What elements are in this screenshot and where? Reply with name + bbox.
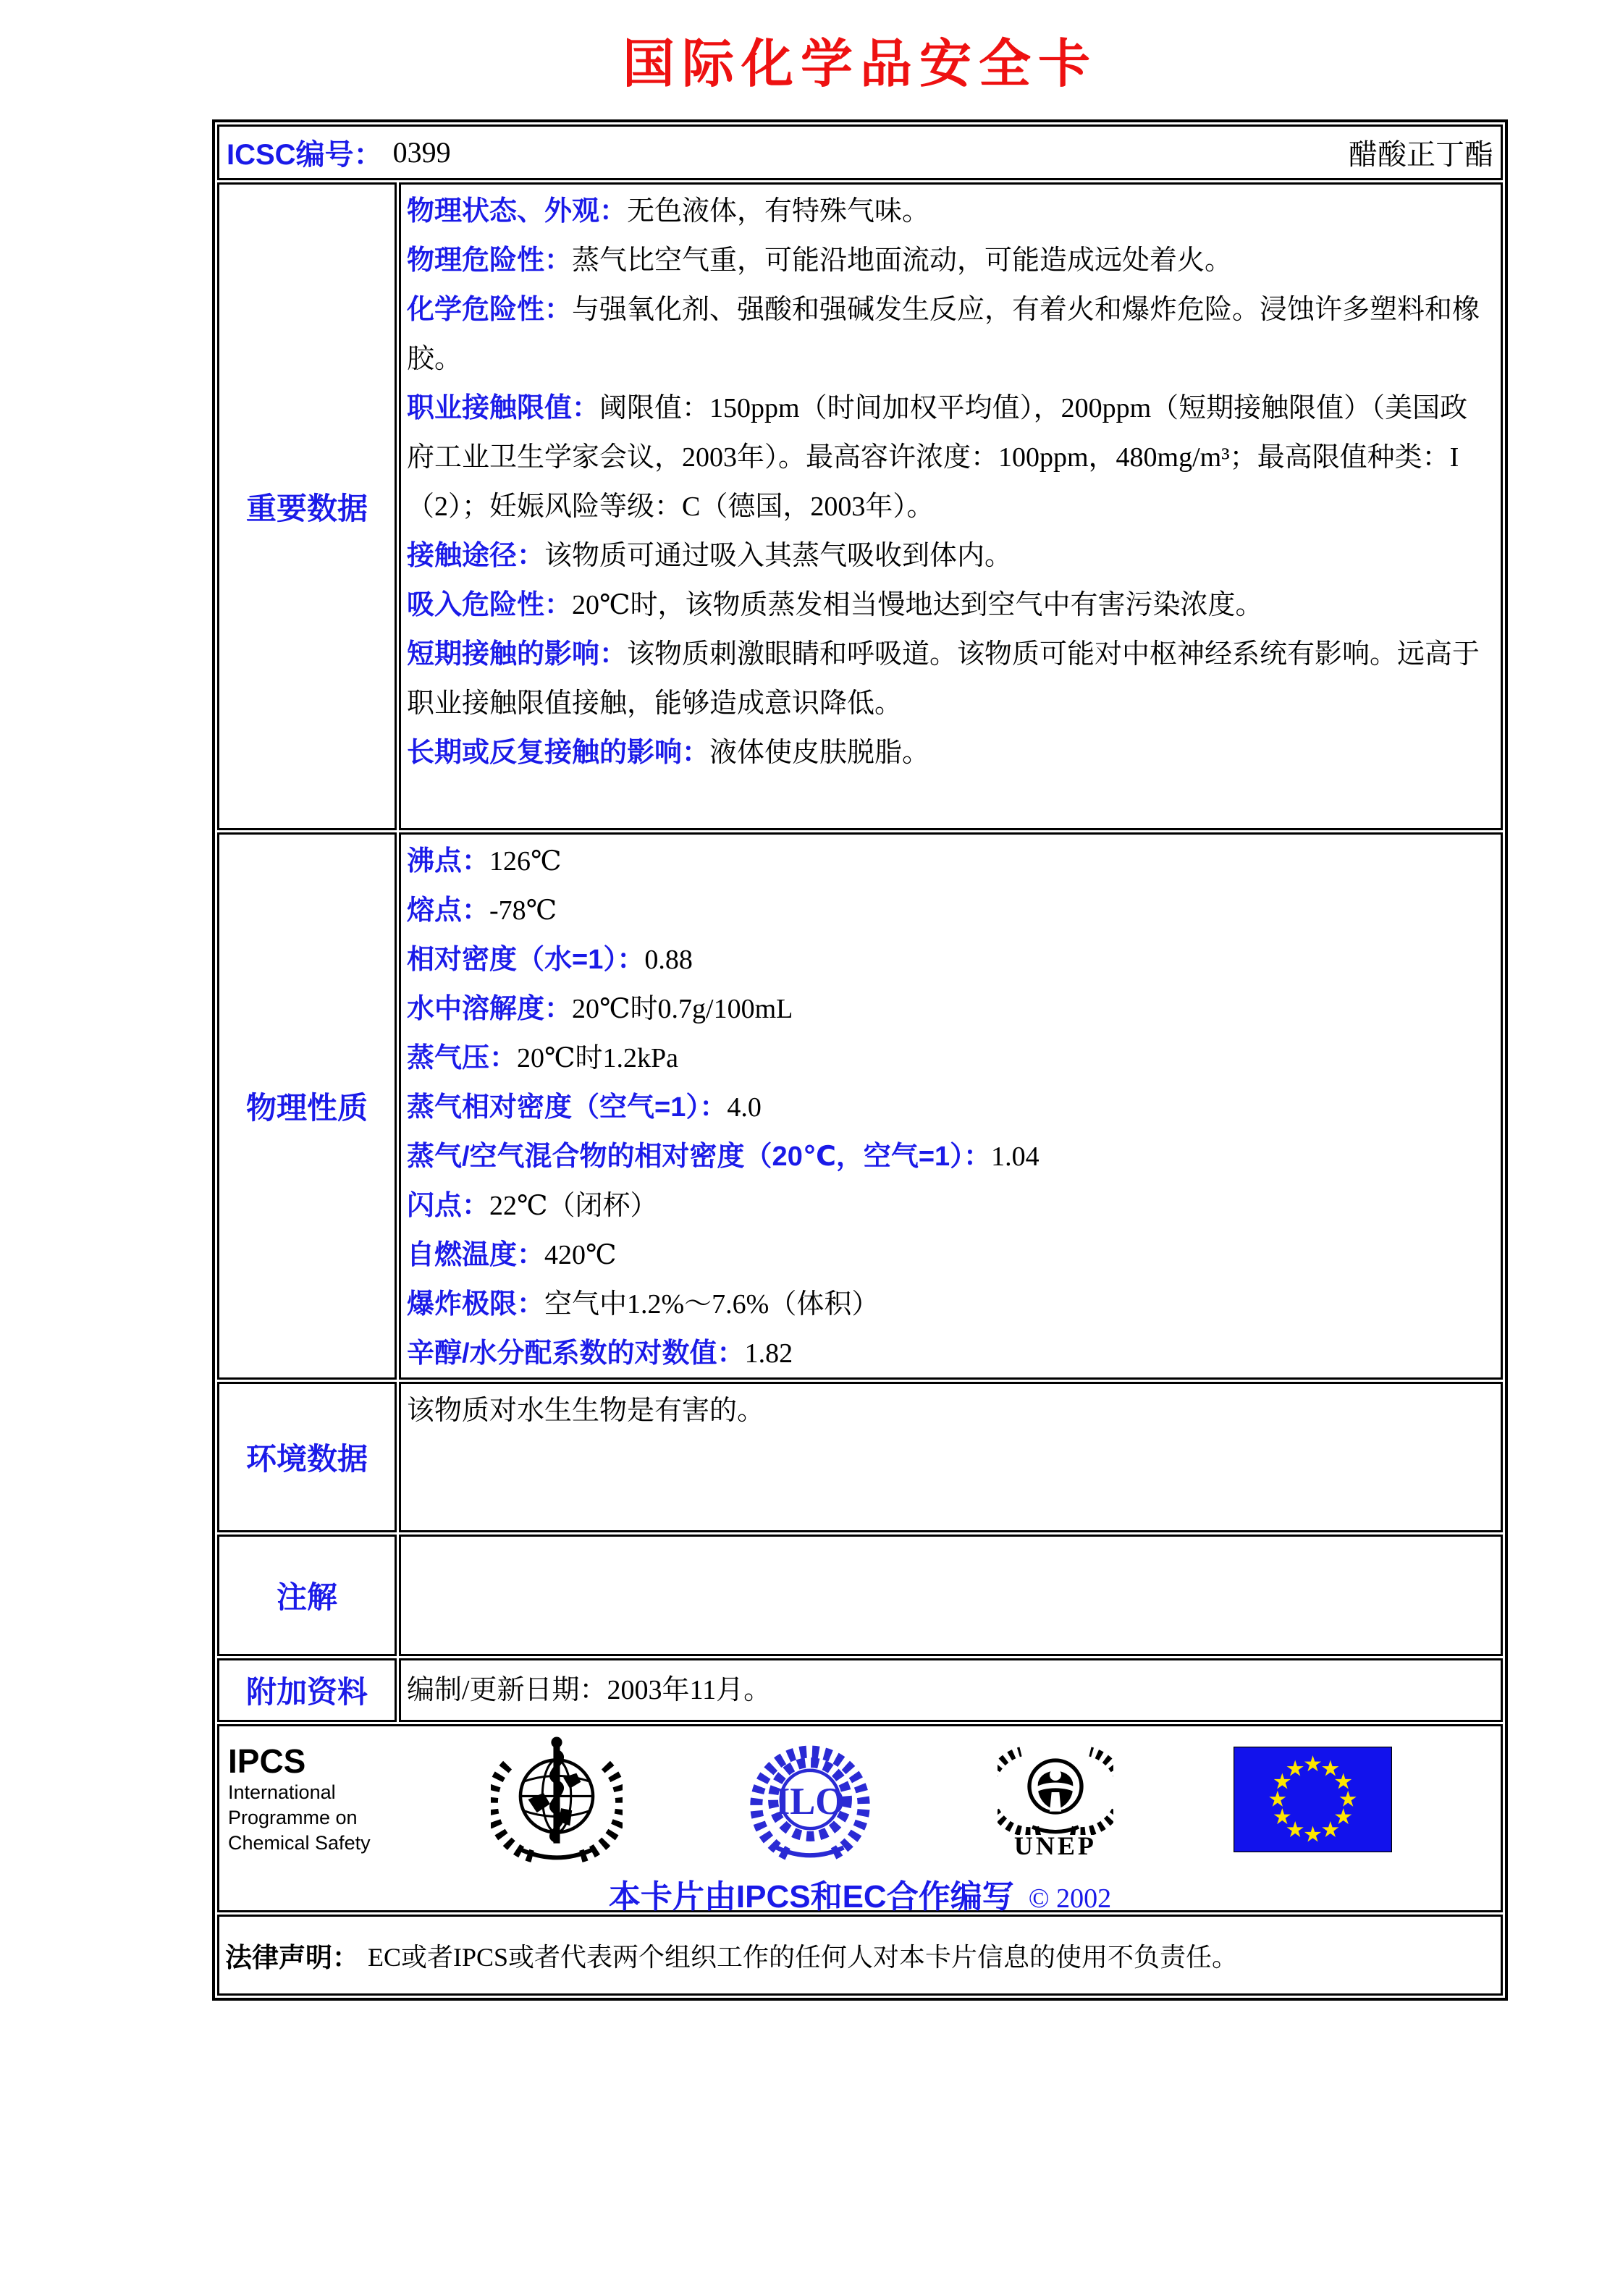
field-label: 闪点： <box>407 1191 490 1221</box>
field-label: 自燃温度： <box>407 1240 545 1270</box>
field-physical-danger <box>407 236 1495 285</box>
field-label: 长期或反复接触的影响： <box>407 738 710 768</box>
field-long-term-effects <box>407 728 1495 777</box>
page-title: 国际化学品安全卡 <box>622 35 1097 93</box>
field-exposure-routes <box>407 531 1495 581</box>
field-label: 物理危险性： <box>407 245 573 276</box>
field-label: 吸入危险性： <box>407 590 573 620</box>
field-value: 20℃时1.2kPa <box>517 1043 679 1073</box>
additional-info-text <box>407 1666 771 1715</box>
copyright-year: © 2002 <box>1028 1883 1112 1914</box>
logos-strip <box>219 1731 1501 1865</box>
field-value: 420℃ <box>544 1240 617 1270</box>
field-autoignition-temperature <box>407 1231 1495 1280</box>
section-label-important-data: 重要数据 <box>217 182 397 830</box>
field-value: 该物质刺激眼睛和呼吸道。该物质可能对中枢神经系统有影响。远高于职业接触限值接触，能够造成意识降低。 <box>407 639 1480 719</box>
environmental-data-content <box>399 1382 1503 1532</box>
field-value: -78℃ <box>489 895 557 926</box>
field-inhalation-risk <box>407 581 1495 630</box>
chemical-name: 醋酸正丁酯 <box>1349 138 1493 171</box>
copyright-text: 本卡片由IPCS和EC合作编写 <box>608 1879 1014 1915</box>
legal-notice-label: 法律声明： <box>225 1943 359 1972</box>
field-label: 短期接触的影响： <box>407 639 628 670</box>
ipcs-line-1: International <box>228 1781 336 1803</box>
physical-properties-content <box>399 832 1503 1380</box>
field-value: 0.88 <box>644 945 693 975</box>
notes-row <box>217 1535 1503 1656</box>
field-chemical-danger <box>407 285 1495 384</box>
field-relative-density <box>407 935 1495 984</box>
eu-flag <box>1234 1747 1392 1852</box>
field-value: 该物质对水生生物是有害的。 <box>407 1396 765 1426</box>
field-value: 126℃ <box>489 846 562 877</box>
field-label: 化学危险性： <box>407 295 573 325</box>
unep-logo-group <box>998 1738 1113 1861</box>
field-value: 4.0 <box>727 1092 762 1123</box>
field-label: 蒸气相对密度（空气=1）： <box>407 1092 728 1123</box>
field-label: 蒸气/空气混合物的相对密度（20℃，空气=1）： <box>407 1141 992 1172</box>
field-vapor-pressure <box>407 1034 1495 1083</box>
field-explosive-limits <box>407 1280 1495 1329</box>
field-label: 熔点： <box>407 895 490 926</box>
unep-logo <box>998 1738 1113 1835</box>
field-value: 该物质可通过吸入其蒸气吸收到体内。 <box>544 541 1013 571</box>
field-value: 与强氧化剂、强酸和强碱发生反应，有着火和爆炸危险。浸蚀许多塑料和橡胶。 <box>407 295 1480 374</box>
field-value: 阈限值：150ppm（时间加权平均值），200ppm（短期接触限值）（美国政府工业卫生学家会议，2003年）。最高容许浓度：100ppm，480mg/m³；最高限值种类：I（2）；妊娠风险等级：C（德国，2003年）。 <box>407 393 1468 522</box>
field-label: 接触途径： <box>407 541 545 571</box>
environmental-data-row <box>217 1382 1503 1532</box>
important-data-row <box>217 182 1503 830</box>
field-occupational-limits <box>407 384 1495 531</box>
field-label: 爆炸极限： <box>407 1289 545 1320</box>
field-value: 22℃（闭杯） <box>489 1191 658 1221</box>
environmental-data-text <box>407 1386 1495 1435</box>
icsc-card <box>212 119 1508 2001</box>
field-value: 1.82 <box>744 1338 793 1369</box>
field-value: 无色液体，有特殊气味。 <box>627 196 930 227</box>
field-value: 20℃时，该物质蒸发相当慢地达到空气中有害污染浓度。 <box>572 590 1263 620</box>
icsc-number: 0399 <box>392 136 451 169</box>
field-value: 蒸气比空气重，可能沿地面流动，可能造成远处着火。 <box>572 245 1233 276</box>
section-label-additional-info: 附加资料 <box>217 1658 397 1722</box>
field-label: 职业接触限值： <box>407 393 600 423</box>
unep-label: UNEP <box>1013 1831 1097 1860</box>
legal-row <box>217 1915 1503 1996</box>
section-label-notes: 注解 <box>217 1535 397 1656</box>
field-physical-state <box>407 187 1495 236</box>
section-label-physical-properties: 物理性质 <box>217 832 397 1380</box>
legal-content <box>217 1915 1503 1996</box>
field-water-solubility <box>407 984 1495 1034</box>
ipcs-line-3: Chemical Safety <box>228 1832 371 1854</box>
ilo-letters: ILO <box>775 1780 845 1823</box>
ilo-logo <box>743 1738 877 1861</box>
field-label: 物理状态、外观： <box>407 196 628 227</box>
physical-properties-row <box>217 832 1503 1380</box>
field-vapor-air-density <box>407 1132 1495 1181</box>
field-melting-point <box>407 886 1495 935</box>
additional-info-content <box>399 1658 1503 1722</box>
field-value: 1.04 <box>991 1141 1040 1172</box>
additional-info-row <box>217 1658 1503 1722</box>
field-value: 20℃时0.7g/100mL <box>572 994 793 1024</box>
ipcs-acronym: IPCS <box>228 1742 306 1780</box>
field-label: 水中溶解度： <box>407 994 573 1024</box>
ipcs-wordmark <box>228 1742 371 1856</box>
header-row <box>217 124 1503 180</box>
field-value: 液体使皮肤脱脂。 <box>709 738 930 768</box>
ipcs-line-2: Programme on <box>228 1807 358 1828</box>
field-value: 编制/更新日期：2003年11月。 <box>407 1675 772 1705</box>
logos-cell <box>217 1724 1503 1915</box>
icsc-number-label: ICSC编号： <box>227 139 383 171</box>
logos-row <box>217 1724 1503 1915</box>
field-short-term-effects <box>407 630 1495 728</box>
field-flash-point <box>407 1181 1495 1231</box>
who-logo <box>491 1734 623 1865</box>
important-data-content <box>399 182 1503 830</box>
field-label: 相对密度（水=1）： <box>407 945 645 975</box>
notes-content <box>399 1535 1503 1656</box>
field-label: 蒸气压： <box>407 1043 518 1073</box>
field-label: 沸点： <box>407 846 490 877</box>
header-cell <box>217 124 1503 180</box>
field-label: 辛醇/水分配系数的对数值： <box>407 1338 745 1369</box>
field-octanol-water-partition <box>407 1329 1495 1378</box>
legal-notice-text: EC或者IPCS或者代表两个组织工作的任何人对本卡片信息的使用不负责任。 <box>368 1942 1239 1972</box>
field-boiling-point <box>407 837 1495 886</box>
field-value: 空气中1.2%～7.6%（体积） <box>544 1289 880 1320</box>
field-vapor-density <box>407 1083 1495 1132</box>
icsc-number-group <box>227 132 451 173</box>
section-label-environmental-data: 环境数据 <box>217 1382 397 1532</box>
cooperation-caption <box>219 1870 1501 1917</box>
